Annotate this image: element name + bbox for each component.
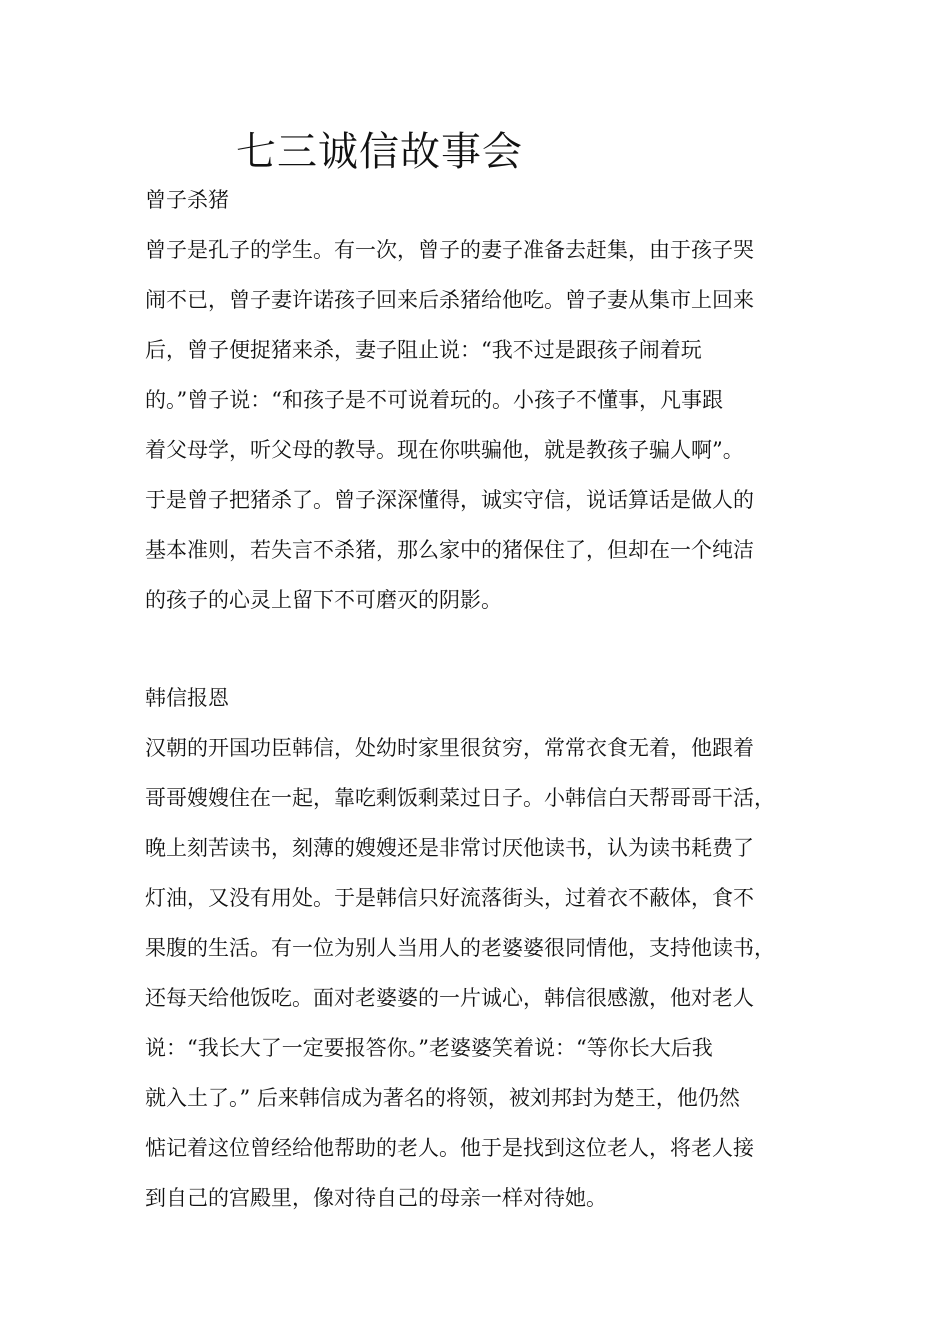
story-line: 哥哥嫂嫂住在一起，靠吃剩饭剩菜过日子。小韩信白天帮哥哥干活， [145, 786, 775, 810]
story-line: 基本准则，若失言不杀猪，那么家中的猪保住了，但却在一个纯洁 [145, 538, 754, 562]
story-line: 闹不已，曾子妻许诺孩子回来后杀猪给他吃。曾子妻从集市上回来 [145, 288, 754, 312]
story-title-zengzi: 曾子杀猪 [145, 188, 229, 212]
page-title: 七三诚信故事会 [236, 129, 523, 175]
story-line: 惦记着这位曾经给他帮助的老人。他于是找到这位老人，将老人接 [145, 1136, 754, 1160]
story-body-zengzi [145, 235, 825, 635]
story-title-hanxin: 韩信报恩 [145, 686, 229, 710]
story-line: 的。”曾子说：“和孩子是不可说着玩的。小孩子不懂事，凡事跟 [145, 388, 723, 412]
story-line: 于是曾子把猪杀了。曾子深深懂得，诚实守信，说话算话是做人的 [145, 488, 754, 512]
story-line: 还每天给他饭吃。面对老婆婆的一片诚心，韩信很感激，他对老人 [145, 986, 754, 1010]
story-line: 到自己的宫殿里，像对待自己的母亲一样对待她。 [145, 1186, 607, 1210]
story-line: 着父母学，听父母的教导。现在你哄骗他，就是教孩子骗人啊”。 [145, 438, 744, 462]
story-body-hanxin [145, 733, 825, 1233]
story-line: 晚上刻苦读书，刻薄的嫂嫂还是非常讨厌他读书，认为读书耗费了 [145, 836, 754, 860]
story-line: 果腹的生活。有一位为别人当用人的老婆婆很同情他，支持他读书， [145, 936, 775, 960]
story-line: 说：“我长大了一定要报答你。”老婆婆笑着说：“等你长大后我 [145, 1036, 713, 1060]
story-line: 就入土了。” 后来韩信成为著名的将领，被刘邦封为楚王，他仍然 [145, 1086, 740, 1110]
story-line: 曾子是孔子的学生。有一次，曾子的妻子准备去赶集，由于孩子哭 [145, 238, 754, 262]
story-line: 的孩子的心灵上留下不可磨灭的阴影。 [145, 588, 502, 612]
story-line: 汉朝的开国功臣韩信，处幼时家里很贫穷，常常衣食无着，他跟着 [145, 736, 754, 760]
story-line: 灯油，又没有用处。于是韩信只好流落街头，过着衣不蔽体，食不 [145, 886, 754, 910]
story-line: 后，曾子便捉猪来杀，妻子阻止说：“我不过是跟孩子闹着玩 [145, 338, 702, 362]
